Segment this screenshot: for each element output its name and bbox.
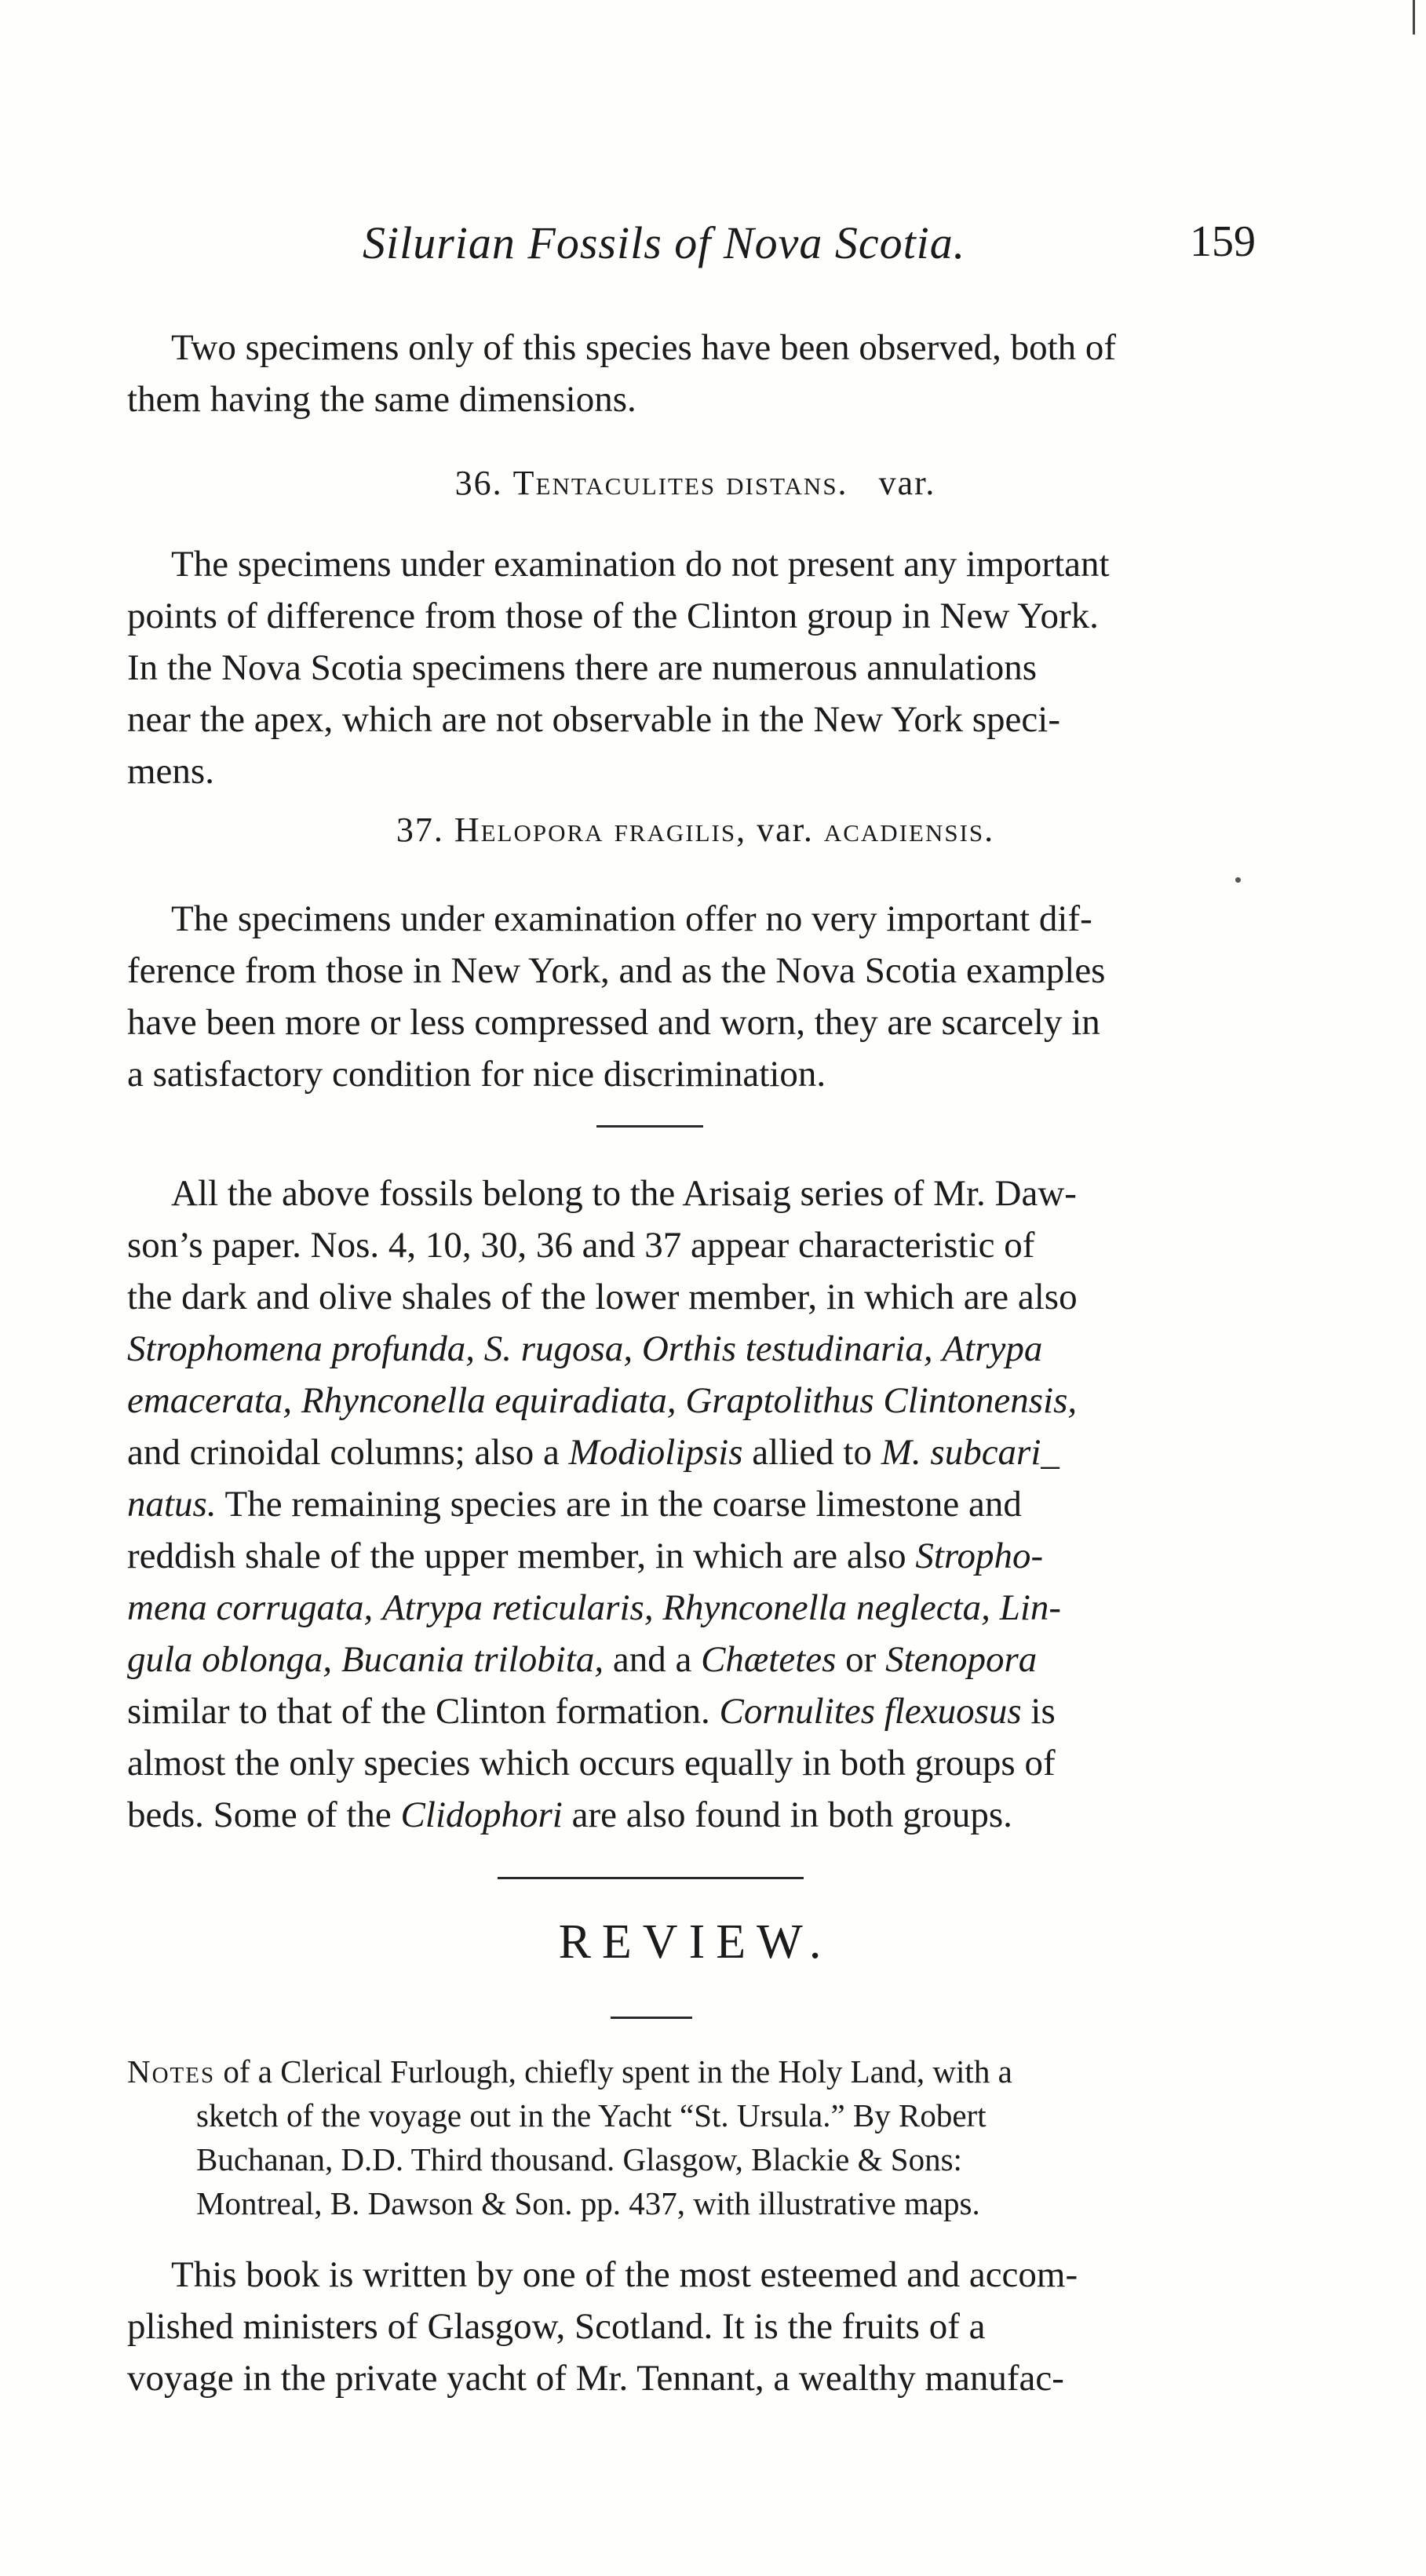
- text-run: The remaining species are in the coarse limestone and: [224, 1484, 1022, 1525]
- section-body-37: [127, 893, 1264, 1100]
- species-name: mena corrugata,: [127, 1587, 374, 1628]
- species-name: Chætetes: [701, 1639, 837, 1680]
- page-number: 159: [1190, 217, 1256, 266]
- variety-name: acadiensis.: [823, 811, 995, 849]
- summary-paragraph: [127, 1168, 1264, 1841]
- text-line: have been more or less compressed and worn, they are scarcely in: [127, 1002, 1100, 1043]
- text-run: are also found in both groups.: [571, 1794, 1012, 1835]
- section-heading-37: [127, 810, 1264, 850]
- text-line: voyage in the private yacht of Mr. Tennant, a wealthy manufac-: [127, 2358, 1064, 2399]
- text-line: In the Nova Scotia specimens there are numerous annulations: [127, 647, 1037, 688]
- species-name: Modiolipsis: [568, 1432, 743, 1473]
- section-number: 36.: [454, 464, 503, 502]
- text-line: All the above fossils belong to the Arisaig series of Mr. Daw-: [171, 1173, 1077, 1214]
- citation-line: Montreal, B. Dawson & Son. pp. 437, with illustrative maps.: [196, 2185, 980, 2221]
- species-name: Helopora fragilis,: [454, 811, 747, 849]
- running-head: [127, 217, 1264, 279]
- citation-lead: Notes: [127, 2053, 216, 2090]
- species-name: Rhynconella equiradiata,: [301, 1380, 677, 1421]
- text-line: The specimens under examination do not present any important: [171, 544, 1110, 585]
- text-run: similar to that of the Clinton formation.: [127, 1691, 710, 1732]
- section-suffix: var.: [878, 464, 936, 502]
- section-body-36: [127, 538, 1264, 797]
- text-run: is: [1030, 1691, 1056, 1732]
- species-name: Clidophori: [400, 1794, 563, 1835]
- species-name: Tentaculites distans.: [512, 464, 848, 502]
- text-line: points of difference from those of the Clinton group in New York.: [127, 596, 1099, 636]
- species-name: Bucania trilobita,: [341, 1639, 604, 1680]
- text-line: [127, 1789, 1264, 1841]
- section-divider: [596, 1125, 703, 1128]
- species-name: Atrypa reticularis,: [382, 1587, 654, 1628]
- species-name: emacerata,: [127, 1380, 293, 1421]
- text-line: The specimens under examination offer no very important dif-: [171, 898, 1092, 939]
- text-line: [127, 1426, 1264, 1478]
- citation-line: sketch of the voyage out in the Yacht “St. Ursula.” By Robert: [196, 2097, 987, 2133]
- review-divider: [498, 1877, 804, 1879]
- text-line: son’s paper. Nos. 4, 10, 30, 36 and 37 appear characteristic of: [127, 1225, 1035, 1266]
- species-name: Stropho-: [915, 1536, 1044, 1576]
- intro-paragraph: [127, 322, 1264, 425]
- text-line: a satisfactory condition for nice discrimination.: [127, 1054, 826, 1095]
- text-line: [127, 1685, 1264, 1737]
- species-name: Strophomena profunda,: [127, 1328, 476, 1369]
- species-name: M. subcari_: [881, 1432, 1059, 1473]
- species-name: Cornulites flexuosus: [719, 1691, 1022, 1732]
- text-run: and crinoidal columns; also a: [127, 1432, 560, 1473]
- text-line: mens.: [127, 751, 214, 792]
- text-run: of a Clerical Furlough, chiefly spent in the Holy Land, with a: [223, 2053, 1012, 2090]
- citation-line: Buchanan, D.D. Third thousand. Glasgow, Blackie & Sons:: [196, 2141, 962, 2177]
- text-line: ference from those in New York, and as the Nova Scotia examples: [127, 950, 1106, 991]
- text-run: allied to: [752, 1432, 872, 1473]
- species-name: S. rugosa,: [483, 1328, 633, 1369]
- text-line: near the apex, which are not observable in the New York speci-: [127, 699, 1060, 740]
- text-run: beds. Some of the: [127, 1794, 392, 1835]
- text-line: This book is written by one of the most esteemed and accom-: [171, 2254, 1078, 2295]
- text-run: or: [845, 1639, 877, 1680]
- text-run: reddish shale of the upper member, in which are also: [127, 1536, 906, 1576]
- section-heading-36: [127, 463, 1264, 503]
- text-line: [127, 1582, 1264, 1634]
- review-subrule: [611, 2017, 692, 2019]
- citation-line: [127, 2050, 1264, 2093]
- text-run: and a: [612, 1639, 692, 1680]
- species-name: Lin-: [999, 1587, 1062, 1628]
- section-suffix: var.: [757, 811, 814, 849]
- text-line: [127, 1375, 1264, 1426]
- stray-dot: [1235, 877, 1241, 883]
- book-citation: [127, 2050, 1264, 2225]
- species-name: Graptolithus Clintonensis,: [685, 1380, 1078, 1421]
- review-body: [127, 2249, 1264, 2404]
- text-line: the dark and olive shales of the lower member, in which are also: [127, 1277, 1078, 1317]
- text-line: [127, 1530, 1264, 1582]
- running-title: Silurian Fossils of Nova Scotia.: [363, 217, 966, 268]
- species-name: Rhynconella neglecta,: [662, 1587, 990, 1628]
- margin-mark: [1413, 0, 1415, 35]
- species-name: Orthis testudinaria,: [641, 1328, 933, 1369]
- text-line: [127, 1323, 1264, 1375]
- text-line: Two specimens only of this species have been observed, both of: [171, 327, 1117, 368]
- species-name: gula oblonga,: [127, 1639, 333, 1680]
- text-line: [127, 1634, 1264, 1685]
- text-line: almost the only species which occurs equally in both groups of: [127, 1743, 1056, 1784]
- text-line: them having the same dimensions.: [127, 379, 636, 420]
- species-name: Stenopora: [885, 1639, 1038, 1680]
- review-heading: REVIEW.: [558, 1915, 833, 1969]
- text-line: [127, 1478, 1264, 1530]
- section-number: 37.: [396, 811, 444, 849]
- text-line: plished ministers of Glasgow, Scotland. It is the fruits of a: [127, 2306, 986, 2347]
- species-name: Atrypa: [942, 1328, 1043, 1369]
- species-name: natus.: [127, 1484, 217, 1525]
